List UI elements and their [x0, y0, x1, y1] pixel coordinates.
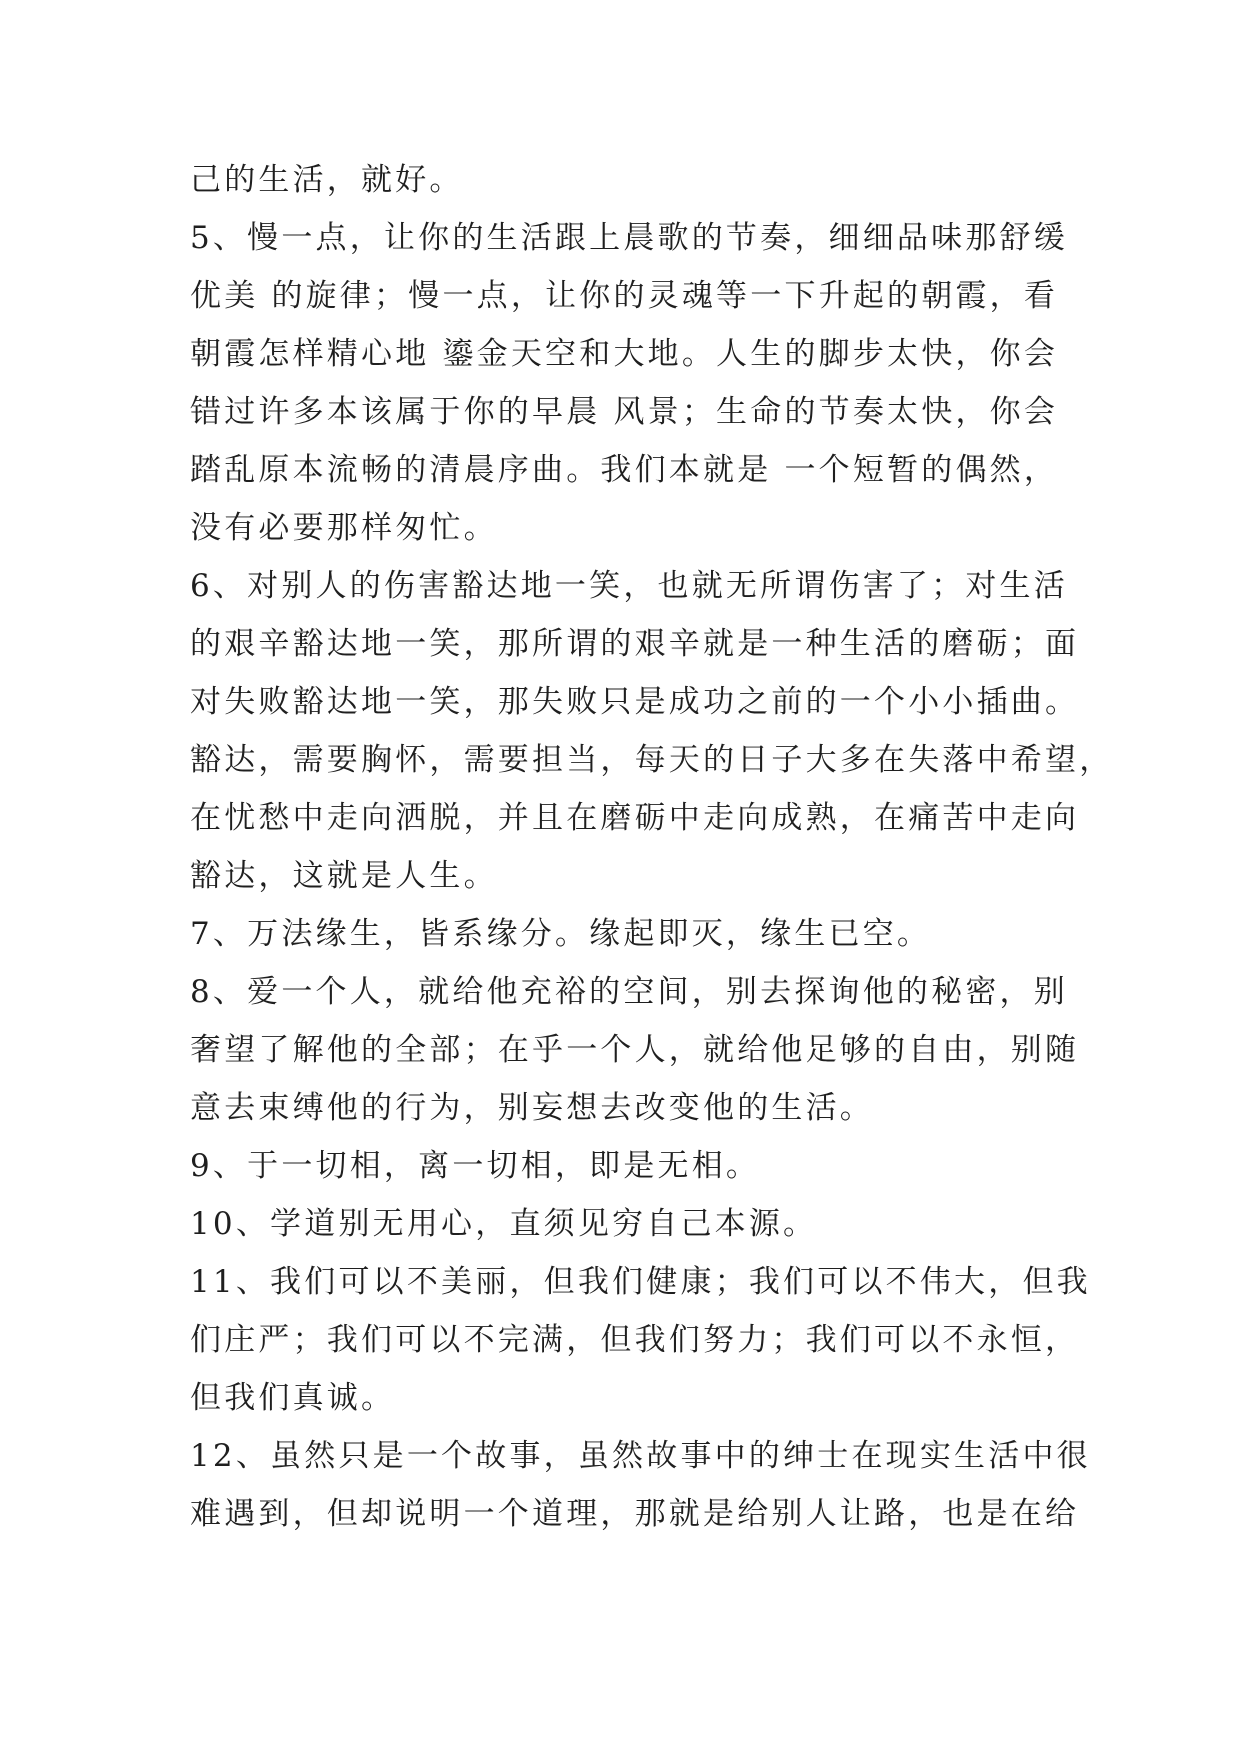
text-line: 意去束缚他的行为，别妄想去改变他的生活。 [190, 1090, 874, 1126]
text-line: 5、慢一点，让你的生活跟上晨歌的节奏，细细品味那舒缓 [190, 220, 1068, 256]
text-line: 对失败豁达地一笑，那失败只是成功之前的一个小小插曲。 [190, 684, 1080, 720]
text-line: 8、爱一个人，就给他充裕的空间，别去探询他的秘密，别 [190, 974, 1068, 1010]
text-line: 7、万法缘生，皆系缘分。缘起即灭，缘生已空。 [190, 916, 932, 952]
text-line: 没有必要那样匆忙。 [190, 510, 498, 546]
text-line: 们庄严；我们可以不完满，但我们努力；我们可以不永恒， [190, 1322, 1080, 1358]
text-line: 朝霞怎样精心地 鎏金天空和大地。人生的脚步太快，你会 [190, 336, 1059, 372]
text-line: 豁达，需要胸怀，需要担当，每天的日子大多在失落中希望， [190, 742, 1114, 778]
document-page [190, 151, 1114, 1543]
text-line: 踏乱原本流畅的清晨序曲。我们本就是 一个短暂的偶然， [190, 452, 1059, 488]
text-line: 11、我们可以不美丽，但我们健康；我们可以不伟大，但我 [190, 1264, 1091, 1300]
text-line: 在忧愁中走向洒脱，并且在磨砺中走向成熟，在痛苦中走向 [190, 800, 1080, 836]
text-line: 的艰辛豁达地一笑，那所谓的艰辛就是一种生活的磨砺；面 [190, 626, 1080, 662]
text-line: 6、对别人的伤害豁达地一笑，也就无所谓伤害了；对生活 [190, 568, 1068, 604]
text-line: 奢望了解他的全部；在乎一个人，就给他足够的自由，别随 [190, 1032, 1080, 1068]
text-line: 9、于一切相，离一切相，即是无相。 [190, 1148, 761, 1184]
text-line: 错过许多本该属于你的早晨 风景；生命的节奏太快，你会 [190, 394, 1059, 430]
text-line: 豁达，这就是人生。 [190, 858, 498, 894]
text-line: 但我们真诚。 [190, 1380, 396, 1416]
text-line: 优美 的旋律；慢一点，让你的灵魂等一下升起的朝霞，看 [190, 278, 1059, 314]
text-line: 难遇到，但却说明一个道理，那就是给别人让路，也是在给 [190, 1496, 1080, 1532]
text-line: 12、虽然只是一个故事，虽然故事中的绅士在现实生活中很 [190, 1438, 1091, 1474]
text-line: 10、学道别无用心，直须见穷自己本源。 [190, 1206, 818, 1242]
text-line: 己的生活，就好。 [190, 162, 464, 198]
